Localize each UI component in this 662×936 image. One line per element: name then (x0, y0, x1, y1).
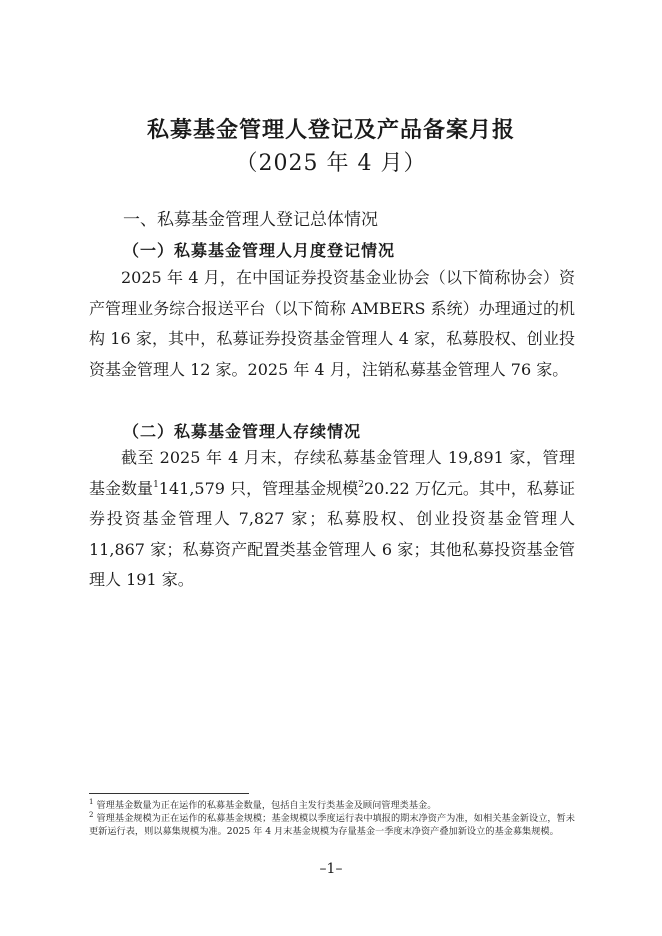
subsection-heading-monthly-registration: （一）私募基金管理人月度登记情况 (123, 241, 396, 260)
footnote-1 (89, 799, 575, 812)
paragraph-text: 20.22 万亿元。其中，私募证券投资基金管理人 7,827 家；私募股权、创业投资基金管理人 11,867 家；私募资产配置类基金管理人 6 家；其他私募投资基金管理人 191 家。 (89, 478, 575, 589)
document-subtitle-date: （2025 年 4 月） (235, 151, 427, 176)
paragraph-text: 141,579 只，管理基金规模 (158, 478, 359, 498)
footnote-divider (89, 793, 249, 794)
paragraph-monthly-registration: 2025 年 4 月，在中国证券投资基金业协会（以下简称协会）资产管理业务综合报送平台（以下简称 AMBERS 系统）办理通过的机构 16 家，其中，私募证券投资基金管理人 4 家，私募股权、创业投资基金管理人 12 家。2025 年 4 月，注销私募基金管理人 76 家。 (89, 268, 575, 379)
footnote-2 (89, 812, 575, 838)
subsection-heading-existing-managers: （二）私募基金管理人存续情况 (123, 422, 362, 441)
footnote-ref-1[interactable]: 1 (153, 479, 159, 490)
footnote-mark: 1 (89, 798, 94, 806)
section-heading: 一、私募基金管理人登记总体情况 (123, 210, 378, 230)
footnote-text: 管理基金数量为正在运作的私募基金数量，包括自主发行类基金及顾问管理类基金。 (96, 800, 437, 811)
paragraph-existing-managers (89, 443, 575, 596)
document-title: 私募基金管理人登记及产品备案月报 (146, 117, 515, 143)
footnote-mark: 2 (89, 811, 94, 819)
paragraph-text: 截至 2025 年 4 月末，存续私募基金管理人 19,891 家，管理基金数量 (89, 448, 575, 498)
footnote-ref-2[interactable]: 2 (358, 479, 364, 490)
footnote-text: 管理基金规模为正在运作的私募基金规模；基金规模以季度运行表中填报的期末净资产为准，如相关基金新设立，暂未更新运行表，则以募集规模为准。2025 年 4 月末基金规模为存量基金一季度末净资产叠加新设立的基金募集规模。 (89, 813, 575, 837)
page-number: –1– (319, 861, 343, 877)
